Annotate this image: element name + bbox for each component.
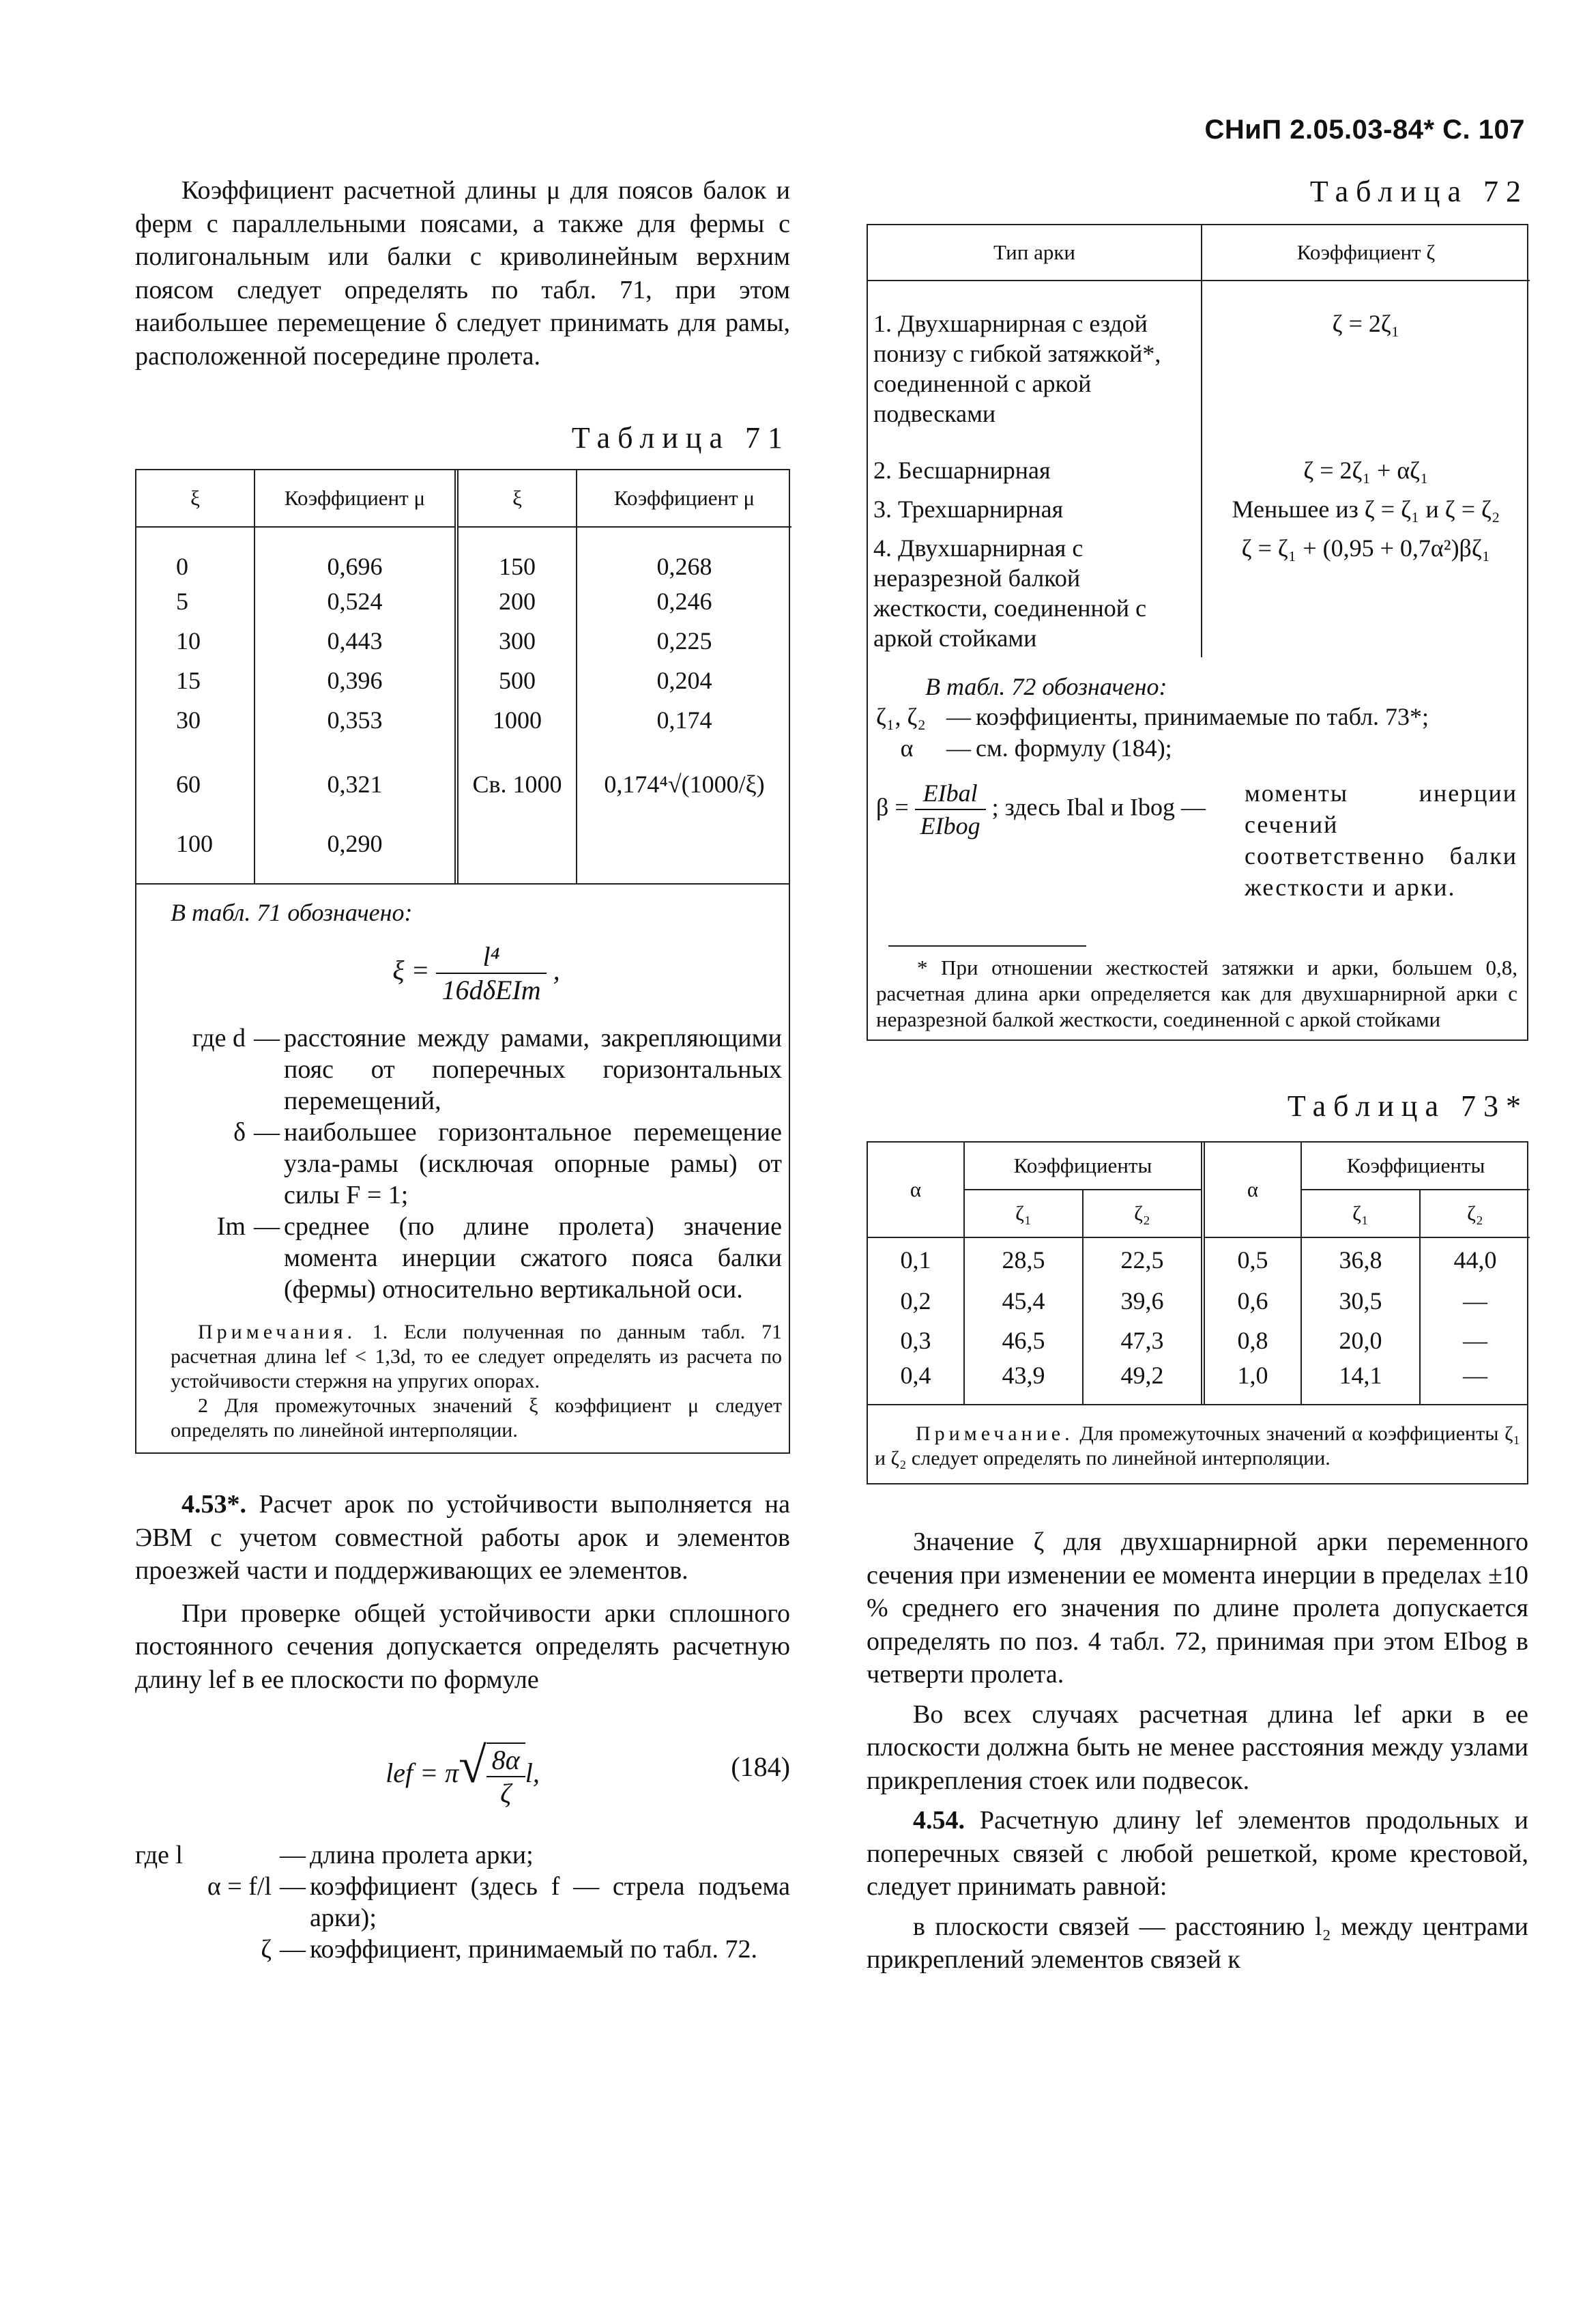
table71-header-mu: Коэффициент μ — [255, 470, 456, 527]
section-4-53-paragraph — [135, 1488, 790, 1588]
table71-header-xi: ξ — [136, 470, 255, 527]
table-row — [136, 740, 791, 829]
table71-cell — [577, 829, 791, 883]
definition-text: см. формулу (184); — [976, 734, 1172, 762]
table-row — [868, 486, 1530, 525]
table71-cell: 0,204 — [656, 667, 712, 694]
right-column — [867, 174, 1528, 1977]
note1-text: 1. Если полученная по данным табл. 71 расчетная длина lef < 1,3d, то ее следует определять из расчета по устойчивости стержня на упругих опорах. — [171, 1321, 782, 1392]
definition-dash: — — [254, 1024, 280, 1052]
beta-fraction — [915, 777, 986, 842]
table72-header-row — [868, 225, 1530, 281]
table-row — [136, 661, 791, 700]
table-row — [868, 1281, 1530, 1321]
table71-cell: 60 — [136, 740, 255, 829]
table71-cell: 300 — [456, 621, 577, 661]
table73-cell: 0,3 — [868, 1321, 964, 1360]
table72-cell-coef: ζ = 2ζ₁ — [1332, 310, 1400, 337]
xi-formula — [171, 941, 782, 1006]
xi-formula-fraction — [436, 941, 546, 1006]
table-row — [136, 621, 791, 661]
table71-cell: 150 — [456, 527, 577, 582]
definition-text: коэффициент, принимаемый по табл. 72. — [310, 1935, 757, 1964]
table73-note-text: Для промежуточных значений α коэффициенты ζ₁ и ζ₂ следует определять по линейной интерполяции. — [875, 1422, 1520, 1469]
table71-cell: 0,696 — [255, 527, 456, 582]
table71-cell: Св. 1000 — [456, 740, 577, 829]
table73-cell: 44,0 — [1453, 1246, 1497, 1274]
definition-symbol: где d — [192, 1024, 246, 1052]
definition-item — [136, 1022, 782, 1117]
table73-cell: 49,2 — [1083, 1360, 1203, 1404]
formula-184-definitions — [135, 1839, 790, 1965]
beta-numerator: EIbal — [915, 777, 986, 810]
definition-text: длина пролета арки; — [310, 1841, 534, 1869]
definition-dash: — — [280, 1935, 306, 1964]
table-row — [136, 527, 791, 582]
section-4-53-paragraph-2: При проверке общей устойчивости арки сплошного постоянного сечения допускается определять расчетную длину lef в ее плоскости по формуле — [135, 1598, 790, 1694]
table73-header-alpha: α — [868, 1143, 964, 1237]
table73-note — [868, 1404, 1527, 1483]
left-column — [135, 174, 790, 1965]
table71-cell: 200 — [456, 582, 577, 621]
definition-text: расстояние между рамами, закрепляющими пояс от поперечных горизонтальных перемещений, — [284, 1024, 782, 1115]
notes-label: Примечания. — [198, 1321, 357, 1343]
table73-cell: 28,5 — [964, 1237, 1083, 1281]
table73-note-label: Примечание. — [916, 1422, 1074, 1445]
definition-item — [135, 1839, 790, 1871]
table-row — [136, 829, 791, 883]
table71-cell: 0,443 — [255, 621, 456, 661]
table-row — [136, 700, 791, 740]
table73-caption: Таблица 73* — [1287, 1089, 1528, 1123]
formula-184-numerator: 8α — [486, 1744, 525, 1777]
beta-lhs: β = — [876, 793, 909, 821]
section-4-54-text: Расчетную длину lef элементов продольных и поперечных связей с любой решеткой, кроме крестовой, следует принимать равной: — [867, 1806, 1529, 1901]
intro-paragraph: Коэффициент расчетной длины μ для поясов балок и ферм с параллельными поясами, а также для фермы с полигональным или балки с криволинейным верхним поясом следует определять по табл. 71, при этом наибольшее перемещение δ следует принимать для рамы, расположенной посередине пролета. — [135, 176, 790, 371]
definition-item — [876, 701, 1517, 732]
table72-definitions — [876, 701, 1517, 764]
table71-cell: 0,290 — [255, 829, 456, 883]
formula-184-number: (184) — [731, 1751, 790, 1782]
table73-cell: 22,5 — [1083, 1237, 1203, 1281]
table71-cell: 0,174⁴√(1000/ξ) — [604, 771, 765, 798]
table72-box — [867, 224, 1528, 1041]
definition-dash: — — [280, 1872, 306, 1901]
table73-cell: 46,5 — [964, 1321, 1083, 1360]
formula-184-denominator: ζ — [500, 1777, 512, 1809]
table73-cell: 0,2 — [868, 1281, 964, 1321]
definition-text: наибольшее горизонтальное перемещение узла-рамы (исключая опорные рамы) от силы F = 1; — [284, 1118, 782, 1209]
table72-legend-title: В табл. 72 обозначено: — [925, 673, 1167, 700]
beta-formula — [876, 777, 1245, 903]
table73-header-alpha2: α — [1203, 1143, 1301, 1237]
table73-header-row1 — [868, 1143, 1530, 1190]
table73-cell: 14,1 — [1301, 1360, 1420, 1404]
table73-cell: 0,4 — [868, 1360, 964, 1404]
table71-cell: 0,321 — [255, 740, 456, 829]
table72-cell-coef: Меньшее из ζ = ζ₁ и ζ = ζ₂ — [1232, 496, 1500, 523]
definition-symbol: ζ₁, ζ₂ — [876, 703, 926, 730]
table71-legend — [136, 883, 789, 1452]
table72-caption: Таблица 72 — [1309, 175, 1528, 208]
definition-symbol: ζ — [261, 1935, 272, 1964]
table71 — [136, 470, 791, 883]
formula-184-block — [135, 1717, 790, 1819]
table73-cell: 0,1 — [868, 1237, 964, 1281]
table73-cell: 36,8 — [1301, 1237, 1420, 1281]
table73-header-z2: ζ₂ — [1083, 1190, 1203, 1237]
formula-184-tail: l, — [525, 1758, 540, 1788]
zeta-variable-paragraph: Значение ζ для двухшарнирной арки переменного сечения при изменении ее момента инерции в пределах ±10 % среднего его значения по длине пролета допускается определять по поз. 4 табл. 72, принимая при этом EIbog в четверти пролета. — [867, 1527, 1528, 1689]
beta-definition — [876, 777, 1517, 903]
table71-definitions — [136, 1022, 782, 1305]
beta-text: моменты инерции сечений соответственно балки жесткости и арки. — [1245, 779, 1517, 901]
table72-header-type: Тип арки — [868, 225, 1202, 281]
table-row — [868, 451, 1530, 486]
table71-cell: 500 — [456, 661, 577, 700]
formula-184-lhs: lef = π — [386, 1758, 459, 1788]
table72 — [868, 225, 1530, 657]
table-row — [868, 525, 1530, 657]
table73-header-group: Коэффициенты — [964, 1143, 1203, 1190]
definition-symbol: где l — [135, 1841, 183, 1869]
table71-cell: 1000 — [456, 700, 577, 740]
table71-cell: 0,174 — [656, 706, 712, 734]
table-row — [868, 1237, 1530, 1281]
xi-formula-denominator: 16dδEIm — [441, 975, 541, 1005]
table73-cell: 43,9 — [964, 1360, 1083, 1404]
table73-cell: 39,6 — [1083, 1281, 1203, 1321]
definition-dash: — — [946, 703, 971, 730]
table73-note-paragraph — [875, 1422, 1520, 1471]
xi-formula-lhs: ξ = — [392, 955, 430, 986]
table-row — [136, 582, 791, 621]
definition-dash: — — [280, 1841, 306, 1869]
definition-symbol: α = f/l — [207, 1872, 272, 1901]
definition-dash: — — [254, 1212, 280, 1241]
table73-cell: 0,6 — [1203, 1281, 1301, 1321]
definition-text: коэффициент (здесь f — стрела подъема арки); — [310, 1872, 790, 1932]
table73-header-z1b: ζ₁ — [1301, 1190, 1420, 1237]
xi-formula-numerator: l⁴ — [436, 941, 546, 974]
table71-cell: 30 — [136, 700, 255, 740]
section-4-54-paragraph — [867, 1804, 1528, 1904]
table71-box — [135, 469, 790, 1454]
table-row — [868, 1321, 1530, 1360]
table73-cell: 30,5 — [1301, 1281, 1420, 1321]
table73-cell: 20,0 — [1301, 1321, 1420, 1360]
table71-cell — [456, 829, 577, 883]
table71-cell: 0 — [136, 527, 255, 582]
table73-header-group2: Коэффициенты — [1301, 1143, 1530, 1190]
table71-header-mu2: Коэффициент μ — [577, 470, 791, 527]
definition-text: среднее (по длине пролета) значение момента инерции сжатого пояса балки (фермы) относительно вертикальной оси. — [284, 1212, 782, 1304]
table71-cell: 0,246 — [656, 588, 712, 615]
table71-cell: 100 — [136, 829, 255, 883]
lef-minimum-paragraph: Во всех случаях расчетная длина lef арки в ее плоскости должна быть не менее расстояния между узлами прикрепления стоек или подвесок. — [867, 1699, 1528, 1795]
table73-cell: 45,4 — [964, 1281, 1083, 1321]
table71-note2: 2 Для промежуточных значений ξ коэффициент μ следует определять по линейной интерполяции. — [171, 1394, 782, 1441]
table72-cell-type: 1. Двухшарнирная с ездой понизу с гибкой затяжкой*, соединенной с аркой подвесками — [868, 281, 1202, 451]
definition-dash: — — [946, 734, 971, 762]
table-row — [868, 281, 1530, 451]
definition-text: коэффициенты, принимаемые по табл. 73*; — [976, 703, 1429, 730]
section-4-53-text: Расчет арок по устойчивости выполняется на ЭВМ с учетом совместной работы арок и элементов проезжей части и поддерживающих ее элементов. — [135, 1490, 790, 1585]
table71-cell: 15 — [136, 661, 255, 700]
table73-cell: — — [1463, 1362, 1487, 1389]
section-4-54-number: 4.54. — [913, 1806, 965, 1835]
table73 — [868, 1143, 1530, 1404]
formula-184-fraction — [486, 1742, 525, 1809]
table73-header-z2b: ζ₂ — [1420, 1190, 1530, 1237]
running-header: СНиП 2.05.03-84* С. 107 — [1204, 115, 1525, 145]
table73-cell: — — [1463, 1287, 1487, 1315]
table72-cell-coef: ζ = 2ζ₁ + αζ₁ — [1303, 457, 1429, 484]
definition-symbol: Im — [216, 1212, 246, 1241]
table72-cell-type: 4. Двухшарнирная с неразрезной балкой жесткости, соединенной с аркой стойками — [868, 525, 1202, 657]
definition-symbol: α — [900, 734, 914, 762]
table73-cell: 1,0 — [1203, 1360, 1301, 1404]
table71-cell: 0,396 — [255, 661, 456, 700]
xi-formula-tail: , — [553, 955, 560, 986]
definition-dash: — — [254, 1118, 280, 1147]
table71-note1 — [171, 1320, 782, 1394]
definition-item — [136, 1117, 782, 1211]
table73-cell: 47,3 — [1083, 1321, 1203, 1360]
definition-item — [136, 1211, 782, 1305]
table71-header-xi2: ξ — [456, 470, 577, 527]
sqrt-symbol: √ — [459, 1738, 486, 1794]
table72-cell-type: 2. Бесшарнирная — [868, 451, 1202, 486]
definition-item — [876, 732, 1517, 764]
table72-legend — [868, 657, 1527, 1039]
bracing-plane-paragraph: в плоскости связей — расстоянию l₂ между центрами прикреплений элементов связей к — [867, 1912, 1528, 1974]
table72-cell-coef: ζ = ζ₁ + (0,95 + 0,7α²)βζ₁ — [1241, 534, 1491, 562]
table71-cell: 0,353 — [255, 700, 456, 740]
section-4-53-number: 4.53*. — [181, 1490, 246, 1519]
table72-header-coef: Коэффициент ζ — [1202, 225, 1530, 281]
footnote-rule — [888, 945, 1086, 947]
formula-184 — [135, 1737, 790, 1809]
table71-cell: 0,268 — [656, 553, 712, 580]
beta-denominator: EIbog — [920, 812, 980, 840]
table73-header-row2 — [868, 1190, 1530, 1237]
table73-cell: 0,8 — [1203, 1321, 1301, 1360]
table73-cell: — — [1463, 1327, 1487, 1354]
table73-cell: 0,5 — [1203, 1237, 1301, 1281]
table71-cell: 0,524 — [255, 582, 456, 621]
table73-header-z1: ζ₁ — [964, 1190, 1083, 1237]
table71-caption: Таблица 71 — [571, 421, 790, 455]
table-row — [868, 1360, 1530, 1404]
table73-box — [867, 1141, 1528, 1484]
definition-item — [135, 1871, 790, 1934]
table71-header-row — [136, 470, 791, 527]
definition-symbol: δ — [233, 1118, 246, 1147]
table71-cell: 10 — [136, 621, 255, 661]
table71-cell: 0,225 — [656, 627, 712, 655]
table72-footnote: * При отношении жесткостей затяжки и арки, большем 0,8, расчетная длина арки определяется как для двухшарнирной арки с неразрезной балкой жесткости, соединенной с аркой стойками — [876, 956, 1517, 1031]
definition-item — [135, 1934, 790, 1965]
beta-mid: ; здесь Ibal и Ibog — — [991, 793, 1206, 821]
table71-legend-title: В табл. 71 обозначено: — [171, 899, 413, 926]
table71-cell: 5 — [136, 582, 255, 621]
table72-cell-type: 3. Трехшарнирная — [868, 486, 1202, 525]
